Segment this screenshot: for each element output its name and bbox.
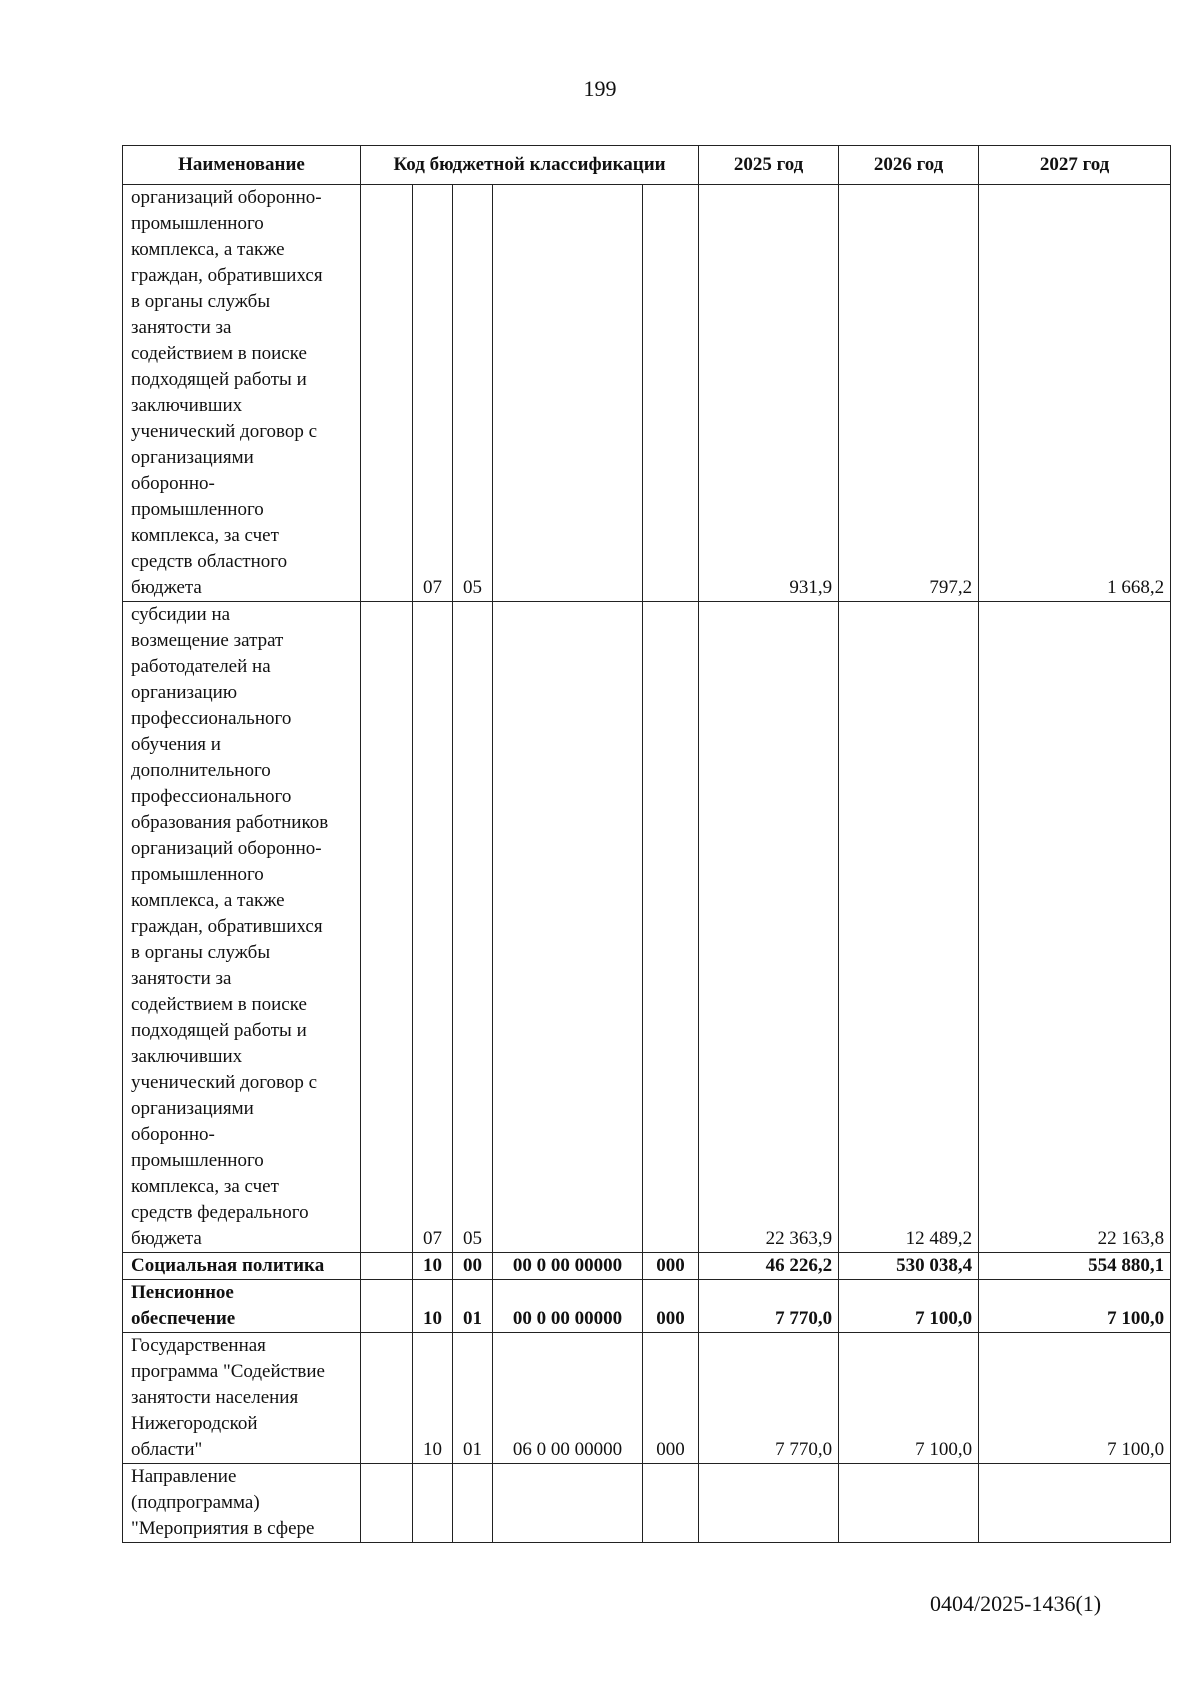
row-value-2025: 7 770,0 xyxy=(699,1333,839,1464)
row-target-code: 00 0 00 00000 xyxy=(493,1253,643,1280)
row-value-2027: 1 668,2 xyxy=(979,185,1171,602)
row-value-2025: 22 363,9 xyxy=(699,602,839,1253)
table-row xyxy=(123,1464,1171,1543)
row-code-part xyxy=(361,185,413,602)
header-2026: 2026 год xyxy=(839,146,979,185)
row-subsection-code: 00 xyxy=(453,1253,493,1280)
row-section-code: 10 xyxy=(413,1253,453,1280)
row-code-part xyxy=(361,1464,413,1543)
row-value-2027 xyxy=(979,1464,1171,1543)
row-section-code xyxy=(413,1464,453,1543)
row-section-code: 07 xyxy=(413,185,453,602)
row-subsection-code: 01 xyxy=(453,1333,493,1464)
table-row xyxy=(123,602,1171,1253)
row-value-2025: 7 770,0 xyxy=(699,1280,839,1333)
row-name: субсидии на возмещение затрат работодателей на организацию профессионального обучения и дополнительного профессионального образования работников организаций оборонно- промышленного комплекса, а также граждан, обратившихся в органы службы занятости за содействием в поиске подходящей работы и заключивших ученический договор с организациями оборонно- промышленного комплекса, за счет средств федерального бюджета xyxy=(123,602,361,1253)
header-name: Наименование xyxy=(123,146,361,185)
document-registration-number: 0404/2025-1436(1) xyxy=(930,1591,1102,1616)
row-value-2026: 7 100,0 xyxy=(839,1280,979,1333)
row-target-code xyxy=(493,1464,643,1543)
row-expense-type xyxy=(643,185,699,602)
table-header-row xyxy=(123,146,1171,185)
row-value-2027: 7 100,0 xyxy=(979,1280,1171,1333)
row-expense-type xyxy=(643,1464,699,1543)
row-value-2025 xyxy=(699,1464,839,1543)
row-target-code xyxy=(493,602,643,1253)
table-row xyxy=(123,1280,1171,1333)
row-target-code: 06 0 00 00000 xyxy=(493,1333,643,1464)
row-value-2027: 7 100,0 xyxy=(979,1333,1171,1464)
row-code-part xyxy=(361,602,413,1253)
row-subsection-code: 05 xyxy=(453,185,493,602)
row-name: Государственная программа "Содействие занятости населения Нижегородской области" xyxy=(123,1333,361,1464)
budget-table xyxy=(122,145,1171,1543)
row-value-2026: 530 038,4 xyxy=(839,1253,979,1280)
row-value-2027: 22 163,8 xyxy=(979,602,1171,1253)
row-section-code: 10 xyxy=(413,1333,453,1464)
header-2027: 2027 год xyxy=(979,146,1171,185)
row-expense-type: 000 xyxy=(643,1253,699,1280)
row-subsection-code xyxy=(453,1464,493,1543)
row-name: Социальная политика xyxy=(123,1253,361,1280)
table-row xyxy=(123,1333,1171,1464)
row-expense-type xyxy=(643,602,699,1253)
row-value-2025: 931,9 xyxy=(699,185,839,602)
header-2025: 2025 год xyxy=(699,146,839,185)
row-target-code xyxy=(493,185,643,602)
row-section-code: 07 xyxy=(413,602,453,1253)
row-expense-type: 000 xyxy=(643,1333,699,1464)
row-value-2026: 7 100,0 xyxy=(839,1333,979,1464)
row-section-code: 10 xyxy=(413,1280,453,1333)
table-row xyxy=(123,185,1171,602)
row-target-code: 00 0 00 00000 xyxy=(493,1280,643,1333)
row-name: Пенсионное обеспечение xyxy=(123,1280,361,1333)
row-value-2027: 554 880,1 xyxy=(979,1253,1171,1280)
row-value-2026: 12 489,2 xyxy=(839,602,979,1253)
header-code: Код бюджетной классификации xyxy=(361,146,699,185)
row-code-part xyxy=(361,1280,413,1333)
row-code-part xyxy=(361,1333,413,1464)
row-name: Направление (подпрограмма) "Мероприятия в сфере xyxy=(123,1464,361,1543)
row-subsection-code: 01 xyxy=(453,1280,493,1333)
row-value-2025: 46 226,2 xyxy=(699,1253,839,1280)
table-row xyxy=(123,1253,1171,1280)
row-subsection-code: 05 xyxy=(453,602,493,1253)
row-expense-type: 000 xyxy=(643,1280,699,1333)
row-value-2026: 797,2 xyxy=(839,185,979,602)
page-number: 199 xyxy=(583,76,617,101)
row-value-2026 xyxy=(839,1464,979,1543)
row-name: организаций оборонно- промышленного комплекса, а также граждан, обратившихся в органы службы занятости за содействием в поиске подходящей работы и заключивших ученический договор с организациями оборонно- промышленного комплекса, за счет средств областного бюджета xyxy=(123,185,361,602)
row-code-part xyxy=(361,1253,413,1280)
